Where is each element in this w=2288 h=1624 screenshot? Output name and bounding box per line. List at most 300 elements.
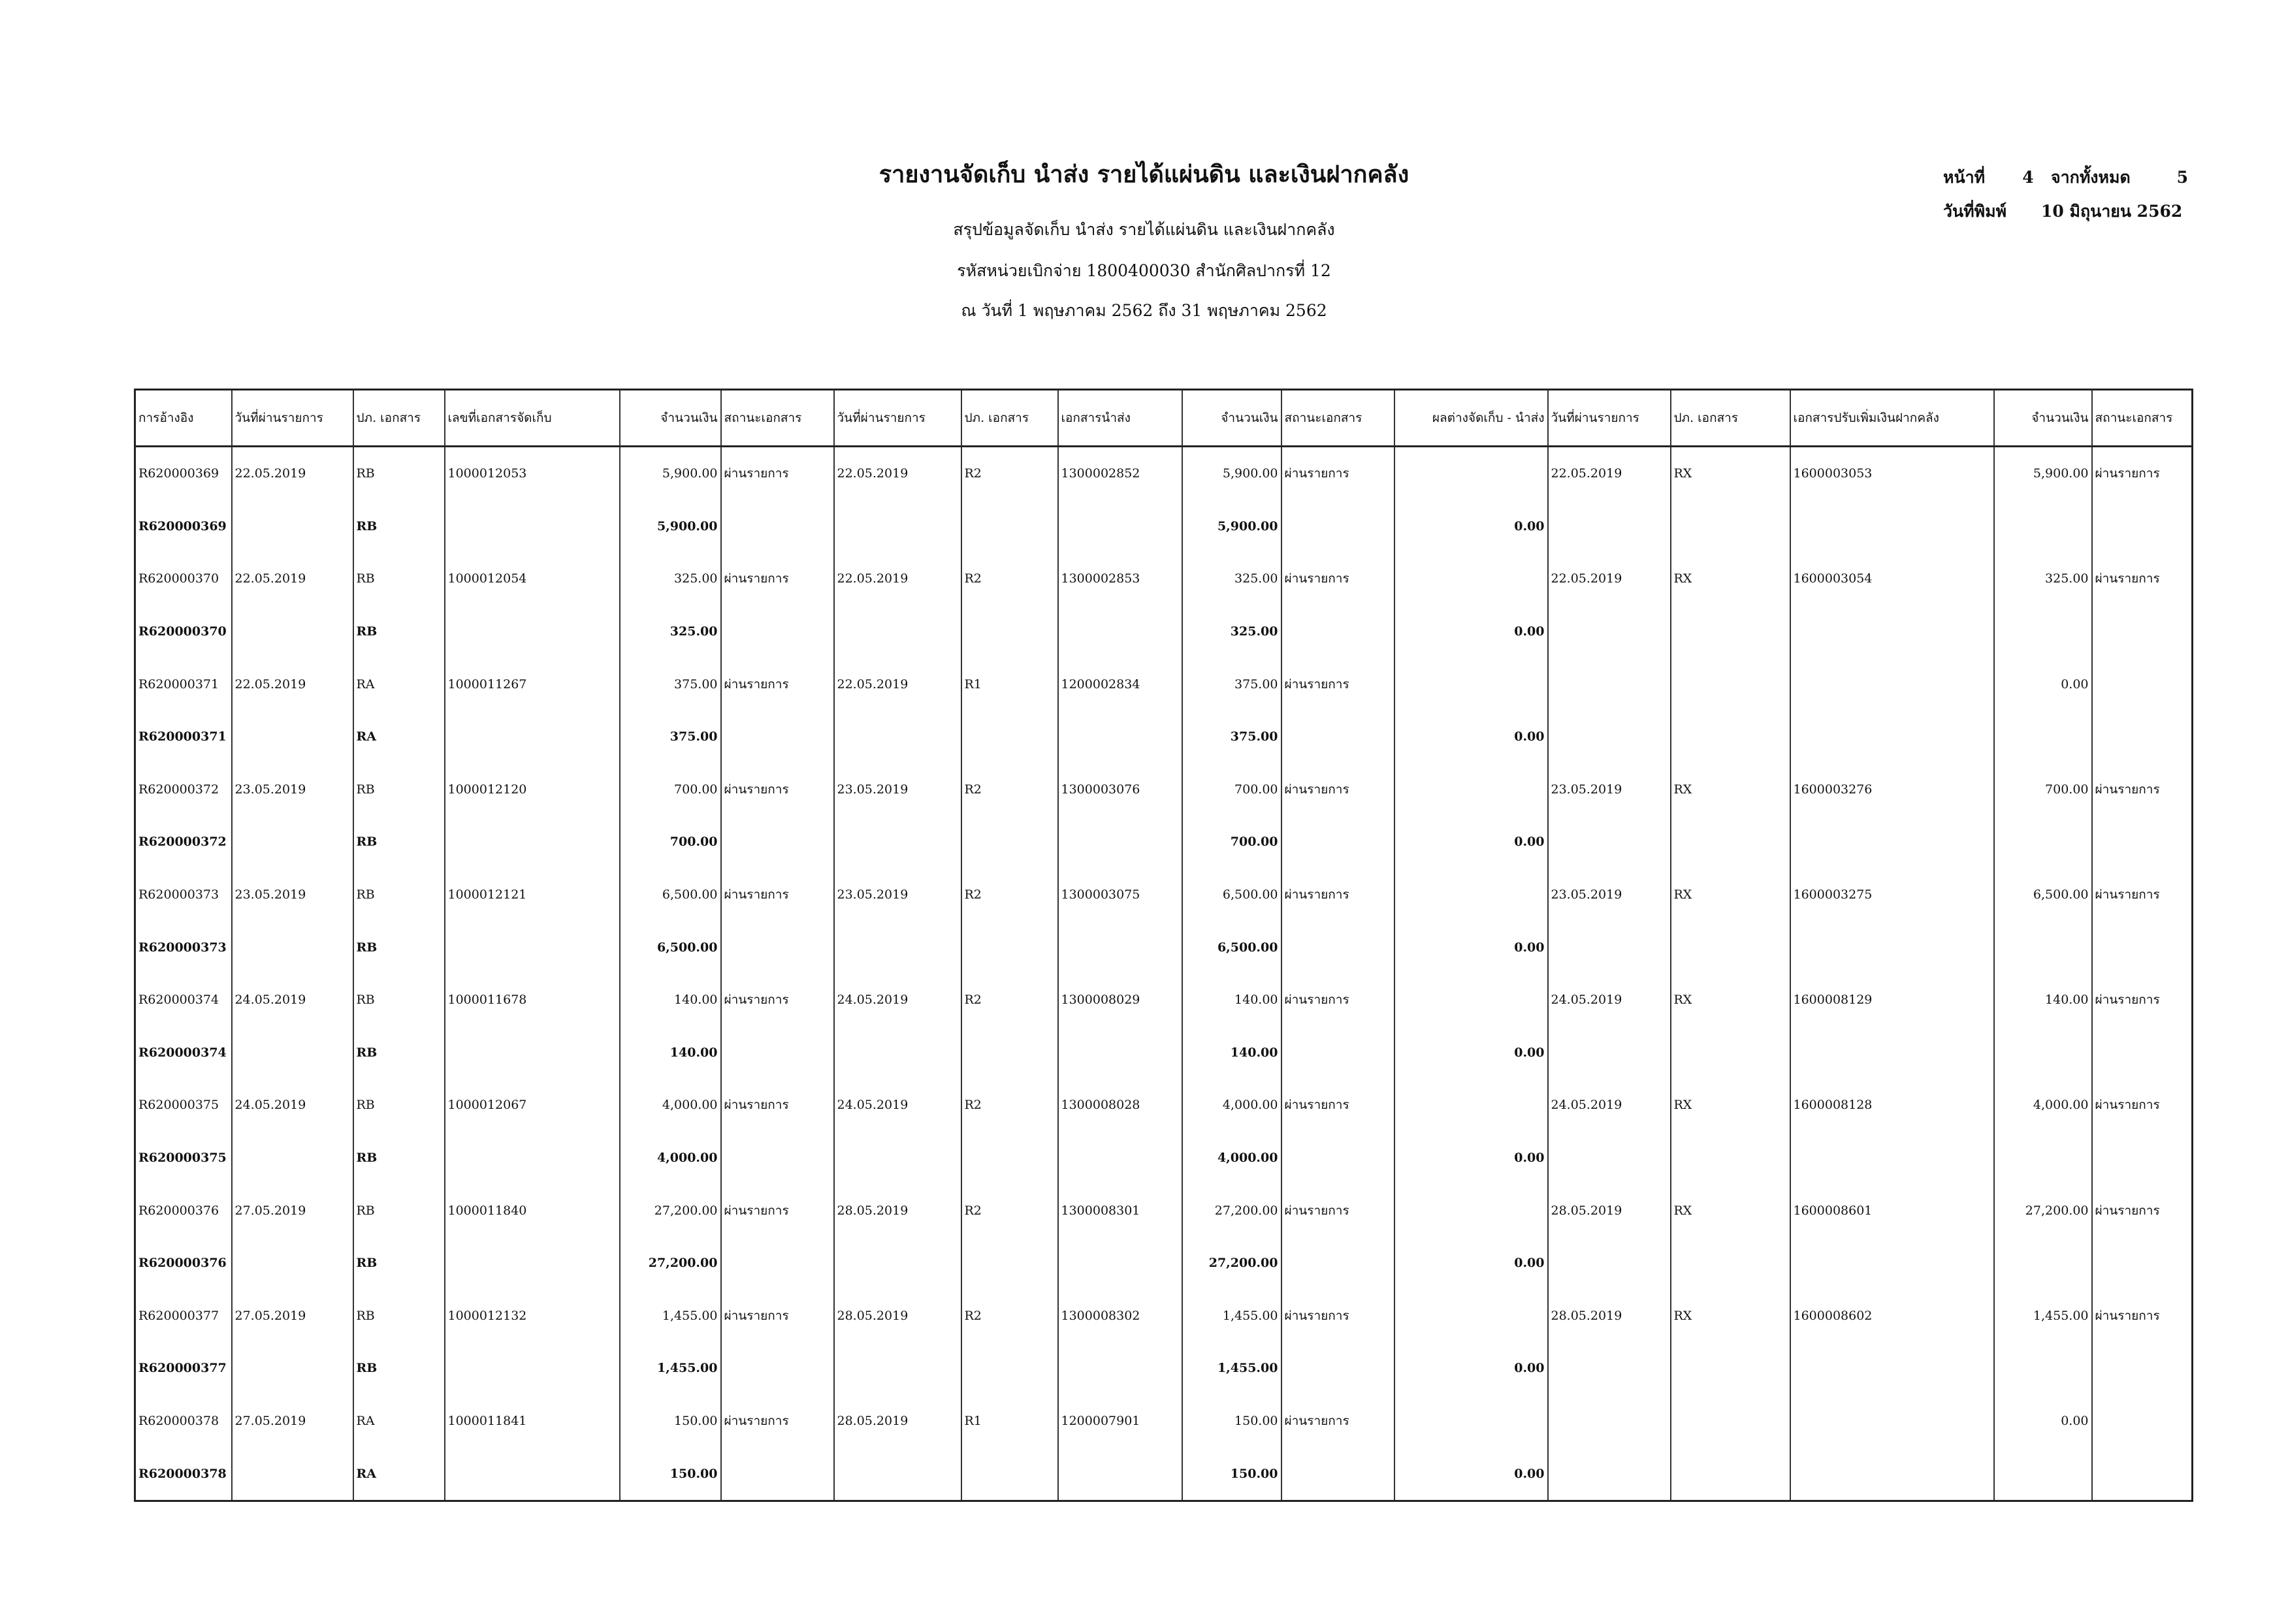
cell-difference: 0.00 bbox=[1394, 1237, 1548, 1290]
cell-amount: 1,455.00 bbox=[620, 1290, 721, 1343]
cell-posting-date: 22.05.2019 bbox=[834, 552, 961, 605]
cell-difference: 0.00 bbox=[1394, 500, 1548, 553]
cell-posting-date: 28.05.2019 bbox=[834, 1184, 961, 1237]
cell-doc-type: RB bbox=[353, 1079, 445, 1132]
cell-amount: 700.00 bbox=[1182, 816, 1281, 868]
report-period: ณ วันที่ 1 พฤษภาคม 2562 ถึง 31 พฤษภาคม 2562 bbox=[961, 301, 1327, 320]
cell-amount bbox=[1994, 816, 2092, 868]
cell-doc-status: ผ่านรายการ bbox=[1281, 1079, 1394, 1132]
cell-doc-status: ผ่านรายการ bbox=[1281, 974, 1394, 1027]
table-row bbox=[135, 658, 2193, 710]
cell-doc-status: ผ่านรายการ bbox=[2092, 763, 2193, 816]
cell-doc-type: RX bbox=[1671, 1290, 1790, 1343]
cell-posting-date bbox=[232, 1447, 353, 1501]
cell-doc-type: R2 bbox=[961, 763, 1058, 816]
report-subtitle: สรุปข้อมูลจัดเก็บ นำส่ง รายได้แผ่นดิน และเงินฝากคลัง bbox=[953, 220, 1335, 239]
cell-amount: 325.00 bbox=[620, 552, 721, 605]
cell-deposit-adjust-doc bbox=[1790, 500, 1994, 553]
cell-doc-status: ผ่านรายการ bbox=[721, 552, 834, 605]
cell-doc-type bbox=[1671, 1395, 1790, 1448]
cell-doc-type: RB bbox=[353, 1027, 445, 1079]
cell-posting-date: 28.05.2019 bbox=[834, 1290, 961, 1343]
cell-doc-type: RB bbox=[353, 500, 445, 553]
cell-deposit-adjust-doc bbox=[1790, 658, 1994, 710]
cell-doc-status bbox=[721, 1237, 834, 1290]
column-header-amount: จำนวนเงิน bbox=[620, 390, 721, 447]
cell-difference bbox=[1394, 763, 1548, 816]
cell-amount: 700.00 bbox=[1994, 763, 2092, 816]
cell-doc-type: RB bbox=[353, 605, 445, 658]
cell-posting-date bbox=[1548, 500, 1671, 553]
cell-doc-status: ผ่านรายการ bbox=[721, 763, 834, 816]
report-title: รายงานจัดเก็บ นำส่ง รายได้แผ่นดิน และเงินฝากคลัง bbox=[878, 161, 1410, 188]
cell-collection-doc-no bbox=[445, 500, 620, 553]
cell-amount: 5,900.00 bbox=[1182, 447, 1281, 500]
cell-posting-date: 23.05.2019 bbox=[1548, 763, 1671, 816]
cell-doc-type: RB bbox=[353, 1290, 445, 1343]
cell-posting-date bbox=[232, 1342, 353, 1395]
cell-amount: 325.00 bbox=[1182, 605, 1281, 658]
cell-collection-doc-no: 1000012120 bbox=[445, 763, 620, 816]
cell-difference: 0.00 bbox=[1394, 921, 1548, 974]
cell-doc-type: RX bbox=[1671, 974, 1790, 1027]
cell-posting-date bbox=[834, 1132, 961, 1185]
cell-amount: 150.00 bbox=[620, 1447, 721, 1501]
cell-amount: 27,200.00 bbox=[1182, 1237, 1281, 1290]
cell-doc-status: ผ่านรายการ bbox=[721, 447, 834, 500]
cell-collection-doc-no: 1000011840 bbox=[445, 1184, 620, 1237]
cell-posting-date bbox=[232, 816, 353, 868]
cell-posting-date: 24.05.2019 bbox=[1548, 1079, 1671, 1132]
cell-posting-date bbox=[834, 1447, 961, 1501]
cell-doc-type bbox=[961, 1342, 1058, 1395]
cell-posting-date bbox=[834, 1342, 961, 1395]
cell-posting-date bbox=[834, 1027, 961, 1079]
cell-remittance-doc bbox=[1058, 1342, 1182, 1395]
cell-doc-status bbox=[1281, 605, 1394, 658]
cell-posting-date bbox=[1548, 921, 1671, 974]
cell-posting-date bbox=[232, 710, 353, 763]
cell-amount bbox=[1994, 500, 2092, 553]
cell-doc-type: RB bbox=[353, 1342, 445, 1395]
cell-collection-doc-no: 1000011267 bbox=[445, 658, 620, 710]
cell-reference: R620000376 bbox=[135, 1237, 232, 1290]
cell-doc-status bbox=[1281, 1342, 1394, 1395]
cell-reference: R620000377 bbox=[135, 1342, 232, 1395]
cell-amount: 375.00 bbox=[620, 710, 721, 763]
cell-doc-status bbox=[1281, 710, 1394, 763]
subtotal-row bbox=[135, 1132, 2193, 1185]
cell-reference: R620000369 bbox=[135, 500, 232, 553]
table-row bbox=[135, 1395, 2193, 1448]
cell-doc-type: R2 bbox=[961, 447, 1058, 500]
disbursement-unit: รหัสหน่วยเบิกจ่าย 1800400030 สำนักศิลปากรที่ 12 bbox=[957, 261, 1331, 280]
cell-doc-status: ผ่านรายการ bbox=[1281, 868, 1394, 921]
cell-doc-type: RB bbox=[353, 1132, 445, 1185]
cell-doc-status bbox=[1281, 816, 1394, 868]
cell-doc-status bbox=[2092, 1447, 2193, 1501]
cell-doc-status bbox=[2092, 710, 2193, 763]
cell-collection-doc-no: 1000012132 bbox=[445, 1290, 620, 1343]
cell-doc-status: ผ่านรายการ bbox=[721, 658, 834, 710]
cell-doc-status: ผ่านรายการ bbox=[1281, 658, 1394, 710]
cell-amount: 325.00 bbox=[1182, 552, 1281, 605]
cell-deposit-adjust-doc: 1600003053 bbox=[1790, 447, 1994, 500]
cell-posting-date bbox=[1548, 1237, 1671, 1290]
cell-doc-status: ผ่านรายการ bbox=[2092, 974, 2193, 1027]
print-date: 10 มิถุนายน 2562 bbox=[2041, 202, 2183, 221]
cell-difference bbox=[1394, 974, 1548, 1027]
cell-posting-date: 27.05.2019 bbox=[232, 1290, 353, 1343]
cell-doc-type bbox=[961, 500, 1058, 553]
cell-posting-date: 22.05.2019 bbox=[834, 447, 961, 500]
cell-doc-status: ผ่านรายการ bbox=[2092, 447, 2193, 500]
cell-doc-type: RB bbox=[353, 816, 445, 868]
cell-remittance-doc: 1300008301 bbox=[1058, 1184, 1182, 1237]
cell-amount: 150.00 bbox=[1182, 1395, 1281, 1448]
subtotal-row bbox=[135, 921, 2193, 974]
cell-amount: 4,000.00 bbox=[1182, 1079, 1281, 1132]
cell-doc-type: R1 bbox=[961, 658, 1058, 710]
cell-doc-type: R2 bbox=[961, 1079, 1058, 1132]
cell-amount: 700.00 bbox=[620, 816, 721, 868]
cell-collection-doc-no bbox=[445, 1342, 620, 1395]
cell-collection-doc-no bbox=[445, 921, 620, 974]
subtotal-row bbox=[135, 816, 2193, 868]
cell-posting-date: 23.05.2019 bbox=[834, 763, 961, 816]
cell-remittance-doc bbox=[1058, 1237, 1182, 1290]
page-label: หน้าที่ bbox=[1943, 168, 1986, 187]
cell-doc-type: RB bbox=[353, 447, 445, 500]
cell-doc-status bbox=[2092, 816, 2193, 868]
cell-reference: R620000374 bbox=[135, 974, 232, 1027]
cell-posting-date: 24.05.2019 bbox=[834, 974, 961, 1027]
column-header-posting-date: วันที่ผ่านรายการ bbox=[232, 390, 353, 447]
cell-amount: 1,455.00 bbox=[1182, 1290, 1281, 1343]
cell-amount: 4,000.00 bbox=[620, 1132, 721, 1185]
cell-doc-type: RX bbox=[1671, 763, 1790, 816]
subtotal-row bbox=[135, 1027, 2193, 1079]
cell-amount: 1,455.00 bbox=[1182, 1342, 1281, 1395]
cell-remittance-doc bbox=[1058, 921, 1182, 974]
cell-remittance-doc: 1300002852 bbox=[1058, 447, 1182, 500]
cell-amount: 375.00 bbox=[620, 658, 721, 710]
cell-reference: R620000373 bbox=[135, 921, 232, 974]
cell-difference bbox=[1394, 552, 1548, 605]
print-info bbox=[1943, 199, 2183, 225]
cell-doc-status: ผ่านรายการ bbox=[1281, 1290, 1394, 1343]
cell-reference: R620000371 bbox=[135, 658, 232, 710]
cell-posting-date: 24.05.2019 bbox=[1548, 974, 1671, 1027]
cell-posting-date bbox=[834, 1237, 961, 1290]
cell-amount bbox=[1994, 1447, 2092, 1501]
table-row bbox=[135, 974, 2193, 1027]
cell-amount bbox=[1994, 710, 2092, 763]
cell-doc-status bbox=[2092, 1132, 2193, 1185]
cell-doc-status bbox=[2092, 1395, 2193, 1448]
cell-reference: R620000370 bbox=[135, 552, 232, 605]
table-row bbox=[135, 552, 2193, 605]
cell-posting-date bbox=[834, 605, 961, 658]
cell-difference: 0.00 bbox=[1394, 710, 1548, 763]
cell-doc-status: ผ่านรายการ bbox=[721, 1184, 834, 1237]
cell-reference: R620000374 bbox=[135, 1027, 232, 1079]
cell-amount: 140.00 bbox=[620, 1027, 721, 1079]
table-row bbox=[135, 1079, 2193, 1132]
cell-doc-type bbox=[1671, 1342, 1790, 1395]
cell-doc-type: R2 bbox=[961, 1290, 1058, 1343]
page-info bbox=[1943, 165, 2188, 191]
cell-difference: 0.00 bbox=[1394, 1027, 1548, 1079]
cell-posting-date: 24.05.2019 bbox=[232, 974, 353, 1027]
cell-amount bbox=[1994, 1342, 2092, 1395]
cell-doc-type: RX bbox=[1671, 868, 1790, 921]
column-header-doc-type: ปภ. เอกสาร bbox=[961, 390, 1058, 447]
cell-collection-doc-no bbox=[445, 710, 620, 763]
cell-posting-date bbox=[834, 921, 961, 974]
cell-doc-type: R2 bbox=[961, 552, 1058, 605]
cell-amount: 140.00 bbox=[620, 974, 721, 1027]
cell-doc-type: RB bbox=[353, 921, 445, 974]
cell-doc-type: RB bbox=[353, 868, 445, 921]
cell-doc-status bbox=[2092, 1027, 2193, 1079]
cell-posting-date: 22.05.2019 bbox=[1548, 552, 1671, 605]
cell-doc-type: RB bbox=[353, 1237, 445, 1290]
cell-posting-date bbox=[232, 500, 353, 553]
cell-difference: 0.00 bbox=[1394, 605, 1548, 658]
column-header-posting-date: วันที่ผ่านรายการ bbox=[834, 390, 961, 447]
cell-collection-doc-no: 1000012053 bbox=[445, 447, 620, 500]
cell-doc-type bbox=[961, 816, 1058, 868]
cell-difference bbox=[1394, 658, 1548, 710]
cell-doc-type bbox=[961, 1027, 1058, 1079]
cell-doc-status: ผ่านรายการ bbox=[721, 974, 834, 1027]
cell-amount: 6,500.00 bbox=[1182, 921, 1281, 974]
cell-reference: R620000372 bbox=[135, 816, 232, 868]
cell-remittance-doc bbox=[1058, 710, 1182, 763]
cell-doc-status bbox=[1281, 500, 1394, 553]
table-body bbox=[135, 447, 2193, 1501]
cell-posting-date bbox=[1548, 658, 1671, 710]
cell-doc-type bbox=[1671, 605, 1790, 658]
cell-doc-type: RB bbox=[353, 974, 445, 1027]
cell-doc-status: ผ่านรายการ bbox=[1281, 763, 1394, 816]
cell-collection-doc-no: 1000012067 bbox=[445, 1079, 620, 1132]
cell-remittance-doc bbox=[1058, 1447, 1182, 1501]
cell-deposit-adjust-doc: 1600003275 bbox=[1790, 868, 1994, 921]
cell-doc-status: ผ่านรายการ bbox=[721, 868, 834, 921]
subtotal-row bbox=[135, 500, 2193, 553]
column-header-posting-date: วันที่ผ่านรายการ bbox=[1548, 390, 1671, 447]
cell-posting-date: 24.05.2019 bbox=[834, 1079, 961, 1132]
table-row bbox=[135, 1184, 2193, 1237]
column-header-amount: จำนวนเงิน bbox=[1994, 390, 2092, 447]
cell-doc-type bbox=[961, 921, 1058, 974]
cell-posting-date: 23.05.2019 bbox=[1548, 868, 1671, 921]
cell-doc-type: RX bbox=[1671, 1184, 1790, 1237]
cell-doc-type bbox=[1671, 1027, 1790, 1079]
cell-reference: R620000376 bbox=[135, 1184, 232, 1237]
cell-amount: 140.00 bbox=[1182, 974, 1281, 1027]
cell-doc-type: RB bbox=[353, 552, 445, 605]
cell-amount: 140.00 bbox=[1182, 1027, 1281, 1079]
cell-deposit-adjust-doc bbox=[1790, 710, 1994, 763]
cell-doc-type bbox=[1671, 1132, 1790, 1185]
cell-amount: 140.00 bbox=[1994, 974, 2092, 1027]
total-pages: 5 bbox=[2176, 168, 2188, 187]
cell-difference bbox=[1394, 447, 1548, 500]
cell-posting-date bbox=[1548, 816, 1671, 868]
cell-doc-type: RA bbox=[353, 710, 445, 763]
cell-difference: 0.00 bbox=[1394, 1132, 1548, 1185]
cell-remittance-doc bbox=[1058, 500, 1182, 553]
subtotal-row bbox=[135, 710, 2193, 763]
cell-amount: 375.00 bbox=[1182, 710, 1281, 763]
column-header-amount: จำนวนเงิน bbox=[1182, 390, 1281, 447]
cell-remittance-doc bbox=[1058, 1132, 1182, 1185]
subtotal-row bbox=[135, 1342, 2193, 1395]
cell-doc-type: RA bbox=[353, 1447, 445, 1501]
cell-amount: 0.00 bbox=[1994, 658, 2092, 710]
cell-doc-type: RB bbox=[353, 763, 445, 816]
cell-amount: 150.00 bbox=[620, 1395, 721, 1448]
cell-doc-type bbox=[1671, 710, 1790, 763]
cell-deposit-adjust-doc: 1600008602 bbox=[1790, 1290, 1994, 1343]
column-header-remittance-doc: เอกสารนำส่ง bbox=[1058, 390, 1182, 447]
cell-posting-date: 22.05.2019 bbox=[1548, 447, 1671, 500]
cell-reference: R620000373 bbox=[135, 868, 232, 921]
cell-posting-date bbox=[1548, 710, 1671, 763]
cell-amount: 4,000.00 bbox=[620, 1079, 721, 1132]
cell-remittance-doc: 1300002853 bbox=[1058, 552, 1182, 605]
cell-remittance-doc: 1300003076 bbox=[1058, 763, 1182, 816]
cell-difference: 0.00 bbox=[1394, 816, 1548, 868]
cell-remittance-doc bbox=[1058, 1027, 1182, 1079]
cell-doc-status bbox=[2092, 605, 2193, 658]
cell-doc-status bbox=[2092, 1237, 2193, 1290]
cell-amount: 5,900.00 bbox=[1994, 447, 2092, 500]
cell-deposit-adjust-doc: 1600003276 bbox=[1790, 763, 1994, 816]
cell-doc-type bbox=[961, 710, 1058, 763]
cell-amount: 6,500.00 bbox=[620, 921, 721, 974]
print-date-label: วันที่พิมพ์ bbox=[1943, 202, 2007, 221]
cell-amount: 0.00 bbox=[1994, 1395, 2092, 1448]
cell-reference: R620000372 bbox=[135, 763, 232, 816]
cell-reference: R620000375 bbox=[135, 1132, 232, 1185]
cell-deposit-adjust-doc bbox=[1790, 1132, 1994, 1185]
cell-amount: 6,500.00 bbox=[1182, 868, 1281, 921]
cell-posting-date bbox=[1548, 1027, 1671, 1079]
cell-collection-doc-no bbox=[445, 1027, 620, 1079]
table-row bbox=[135, 868, 2193, 921]
cell-posting-date: 28.05.2019 bbox=[1548, 1290, 1671, 1343]
cell-doc-status: ผ่านรายการ bbox=[1281, 1184, 1394, 1237]
cell-deposit-adjust-doc: 1600008128 bbox=[1790, 1079, 1994, 1132]
column-header-doc-status: สถานะเอกสาร bbox=[721, 390, 834, 447]
cell-doc-status: ผ่านรายการ bbox=[2092, 1079, 2193, 1132]
column-header-collection-doc-no: เลขที่เอกสารจัดเก็บ bbox=[445, 390, 620, 447]
cell-doc-status bbox=[721, 605, 834, 658]
column-header-doc-type: ปภ. เอกสาร bbox=[1671, 390, 1790, 447]
cell-collection-doc-no bbox=[445, 1447, 620, 1501]
cell-doc-type bbox=[1671, 658, 1790, 710]
cell-difference: 0.00 bbox=[1394, 1447, 1548, 1501]
cell-posting-date: 27.05.2019 bbox=[232, 1395, 353, 1448]
cell-amount: 27,200.00 bbox=[1182, 1184, 1281, 1237]
cell-doc-status: ผ่านรายการ bbox=[1281, 552, 1394, 605]
cell-doc-type bbox=[961, 1237, 1058, 1290]
cell-posting-date: 22.05.2019 bbox=[834, 658, 961, 710]
cell-collection-doc-no: 1000011841 bbox=[445, 1395, 620, 1448]
cell-amount: 325.00 bbox=[620, 605, 721, 658]
cell-reference: R620000378 bbox=[135, 1395, 232, 1448]
column-header-doc-status: สถานะเอกสาร bbox=[2092, 390, 2193, 447]
cell-doc-status bbox=[1281, 921, 1394, 974]
cell-reference: R620000375 bbox=[135, 1079, 232, 1132]
cell-amount: 325.00 bbox=[1994, 552, 2092, 605]
cell-posting-date bbox=[834, 816, 961, 868]
cell-doc-status: ผ่านรายการ bbox=[1281, 447, 1394, 500]
cell-amount: 6,500.00 bbox=[620, 868, 721, 921]
subtotal-row bbox=[135, 605, 2193, 658]
cell-doc-type: RB bbox=[353, 1184, 445, 1237]
cell-reference: R620000370 bbox=[135, 605, 232, 658]
cell-collection-doc-no bbox=[445, 1132, 620, 1185]
cell-posting-date: 24.05.2019 bbox=[232, 1079, 353, 1132]
cell-posting-date bbox=[232, 1027, 353, 1079]
cell-reference: R620000377 bbox=[135, 1290, 232, 1343]
cell-doc-status bbox=[721, 1027, 834, 1079]
cell-doc-type bbox=[961, 1132, 1058, 1185]
cell-doc-status bbox=[721, 816, 834, 868]
cell-doc-type: RA bbox=[353, 1395, 445, 1448]
table-row bbox=[135, 447, 2193, 500]
column-header-doc-type: ปภ. เอกสาร bbox=[353, 390, 445, 447]
cell-difference bbox=[1394, 1079, 1548, 1132]
cell-doc-status bbox=[1281, 1447, 1394, 1501]
cell-posting-date: 28.05.2019 bbox=[834, 1395, 961, 1448]
cell-doc-type: RA bbox=[353, 658, 445, 710]
cell-deposit-adjust-doc bbox=[1790, 1447, 1994, 1501]
cell-posting-date bbox=[232, 1132, 353, 1185]
column-header-deposit-adjust-doc: เอกสารปรับเพิ่มเงินฝากคลัง bbox=[1790, 390, 1994, 447]
cell-doc-status bbox=[1281, 1237, 1394, 1290]
cell-amount bbox=[1994, 921, 2092, 974]
cell-reference: R620000369 bbox=[135, 447, 232, 500]
cell-posting-date bbox=[1548, 605, 1671, 658]
cell-doc-type: R2 bbox=[961, 974, 1058, 1027]
cell-amount: 27,200.00 bbox=[620, 1237, 721, 1290]
cell-difference: 0.00 bbox=[1394, 1342, 1548, 1395]
cell-amount: 27,200.00 bbox=[620, 1184, 721, 1237]
cell-posting-date: 28.05.2019 bbox=[1548, 1184, 1671, 1237]
cell-doc-status bbox=[1281, 1027, 1394, 1079]
cell-posting-date: 23.05.2019 bbox=[232, 868, 353, 921]
cell-doc-type bbox=[1671, 816, 1790, 868]
cell-doc-status: ผ่านรายการ bbox=[2092, 1184, 2193, 1237]
subtotal-row bbox=[135, 1447, 2193, 1501]
cell-doc-status bbox=[2092, 921, 2193, 974]
cell-doc-status: ผ่านรายการ bbox=[2092, 868, 2193, 921]
cell-posting-date: 23.05.2019 bbox=[834, 868, 961, 921]
cell-doc-status bbox=[721, 1342, 834, 1395]
column-header-reference: การอ้างอิง bbox=[135, 390, 232, 447]
cell-amount: 700.00 bbox=[620, 763, 721, 816]
cell-posting-date: 22.05.2019 bbox=[232, 447, 353, 500]
cell-posting-date bbox=[1548, 1447, 1671, 1501]
cell-deposit-adjust-doc: 1600008601 bbox=[1790, 1184, 1994, 1237]
cell-deposit-adjust-doc bbox=[1790, 1027, 1994, 1079]
